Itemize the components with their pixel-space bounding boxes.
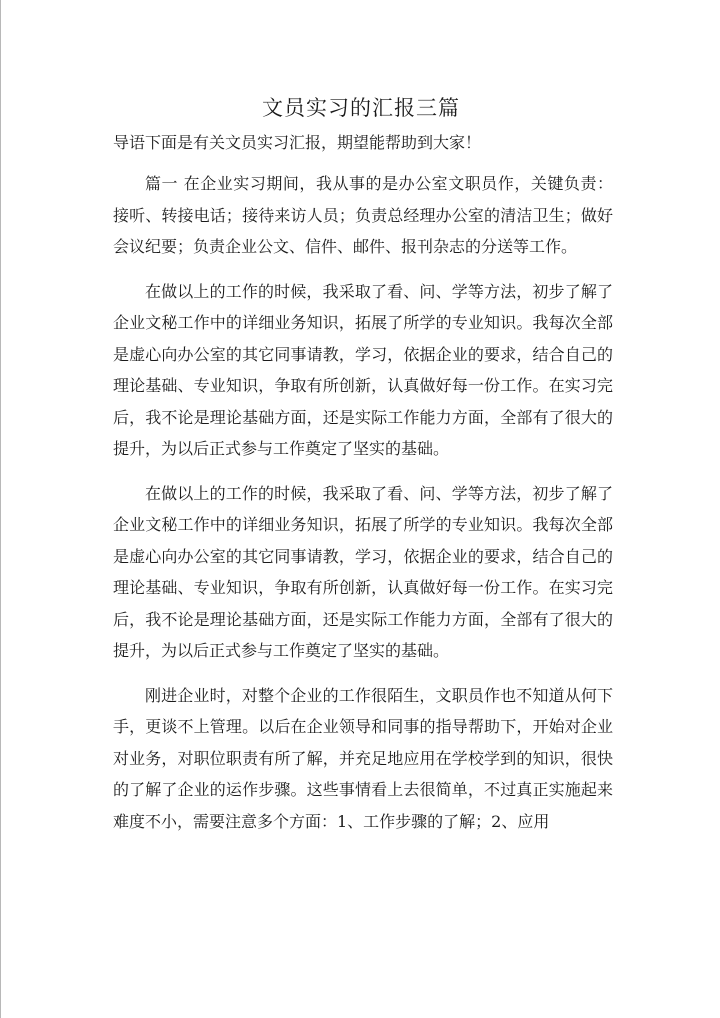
- document-lead: 导语下面是有关文员实习汇报，期望能帮助到大家！: [113, 133, 482, 152]
- paragraph-4: 刚进企业时，对整个企业的工作很陌生，文职员作也不知道从何下手，更谈不上管理。以后在企业领导和同事的指导帮助下，开始对企业对业务，对职位职责有所了解，并充足地应用在学校学到的知识，很快的了解了企业的运作步骤。这些事情看上去很简单，不过真正实施起来难度不小，需要注意多个方面：1、工作步骤的了解；2、应用: [113, 685, 613, 831]
- document-body: [113, 168, 613, 850]
- document-title: 文员实习的汇报三篇: [262, 96, 460, 120]
- paragraph-1: 篇一 在企业实习期间，我从事的是办公室文职员作，关键负责：接听、转接电话；接待来访人员；负责总经理办公室的清洁卫生；做好会议纪要；负责企业公文、信件、邮件、报刊杂志的分送等工作。: [113, 174, 613, 256]
- paragraph-2: 在做以上的工作的时候，我采取了看、问、学等方法，初步了解了企业文秘工作中的详细业务知识，拓展了所学的专业知识。我每次全部是虚心向办公室的其它同事请教，学习，依据企业的要求，结合自己的理论基础、专业知识，争取有所创新，认真做好每一份工作。在实习完后，我不论是理论基础方面，还是实际工作能力方面，全部有了很大的提升，为以后正式参与工作奠定了坚实的基础。: [113, 281, 613, 458]
- paragraph-3: 在做以上的工作的时候，我采取了看、问、学等方法，初步了解了企业文秘工作中的详细业务知识，拓展了所学的专业知识。我每次全部是虚心向办公室的其它同事请教，学习，依据企业的要求，结合自己的理论基础、专业知识，争取有所创新，认真做好每一份工作。在实习完后，我不论是理论基础方面，还是实际工作能力方面，全部有了很大的提升，为以后正式参与工作奠定了坚实的基础。: [113, 483, 613, 660]
